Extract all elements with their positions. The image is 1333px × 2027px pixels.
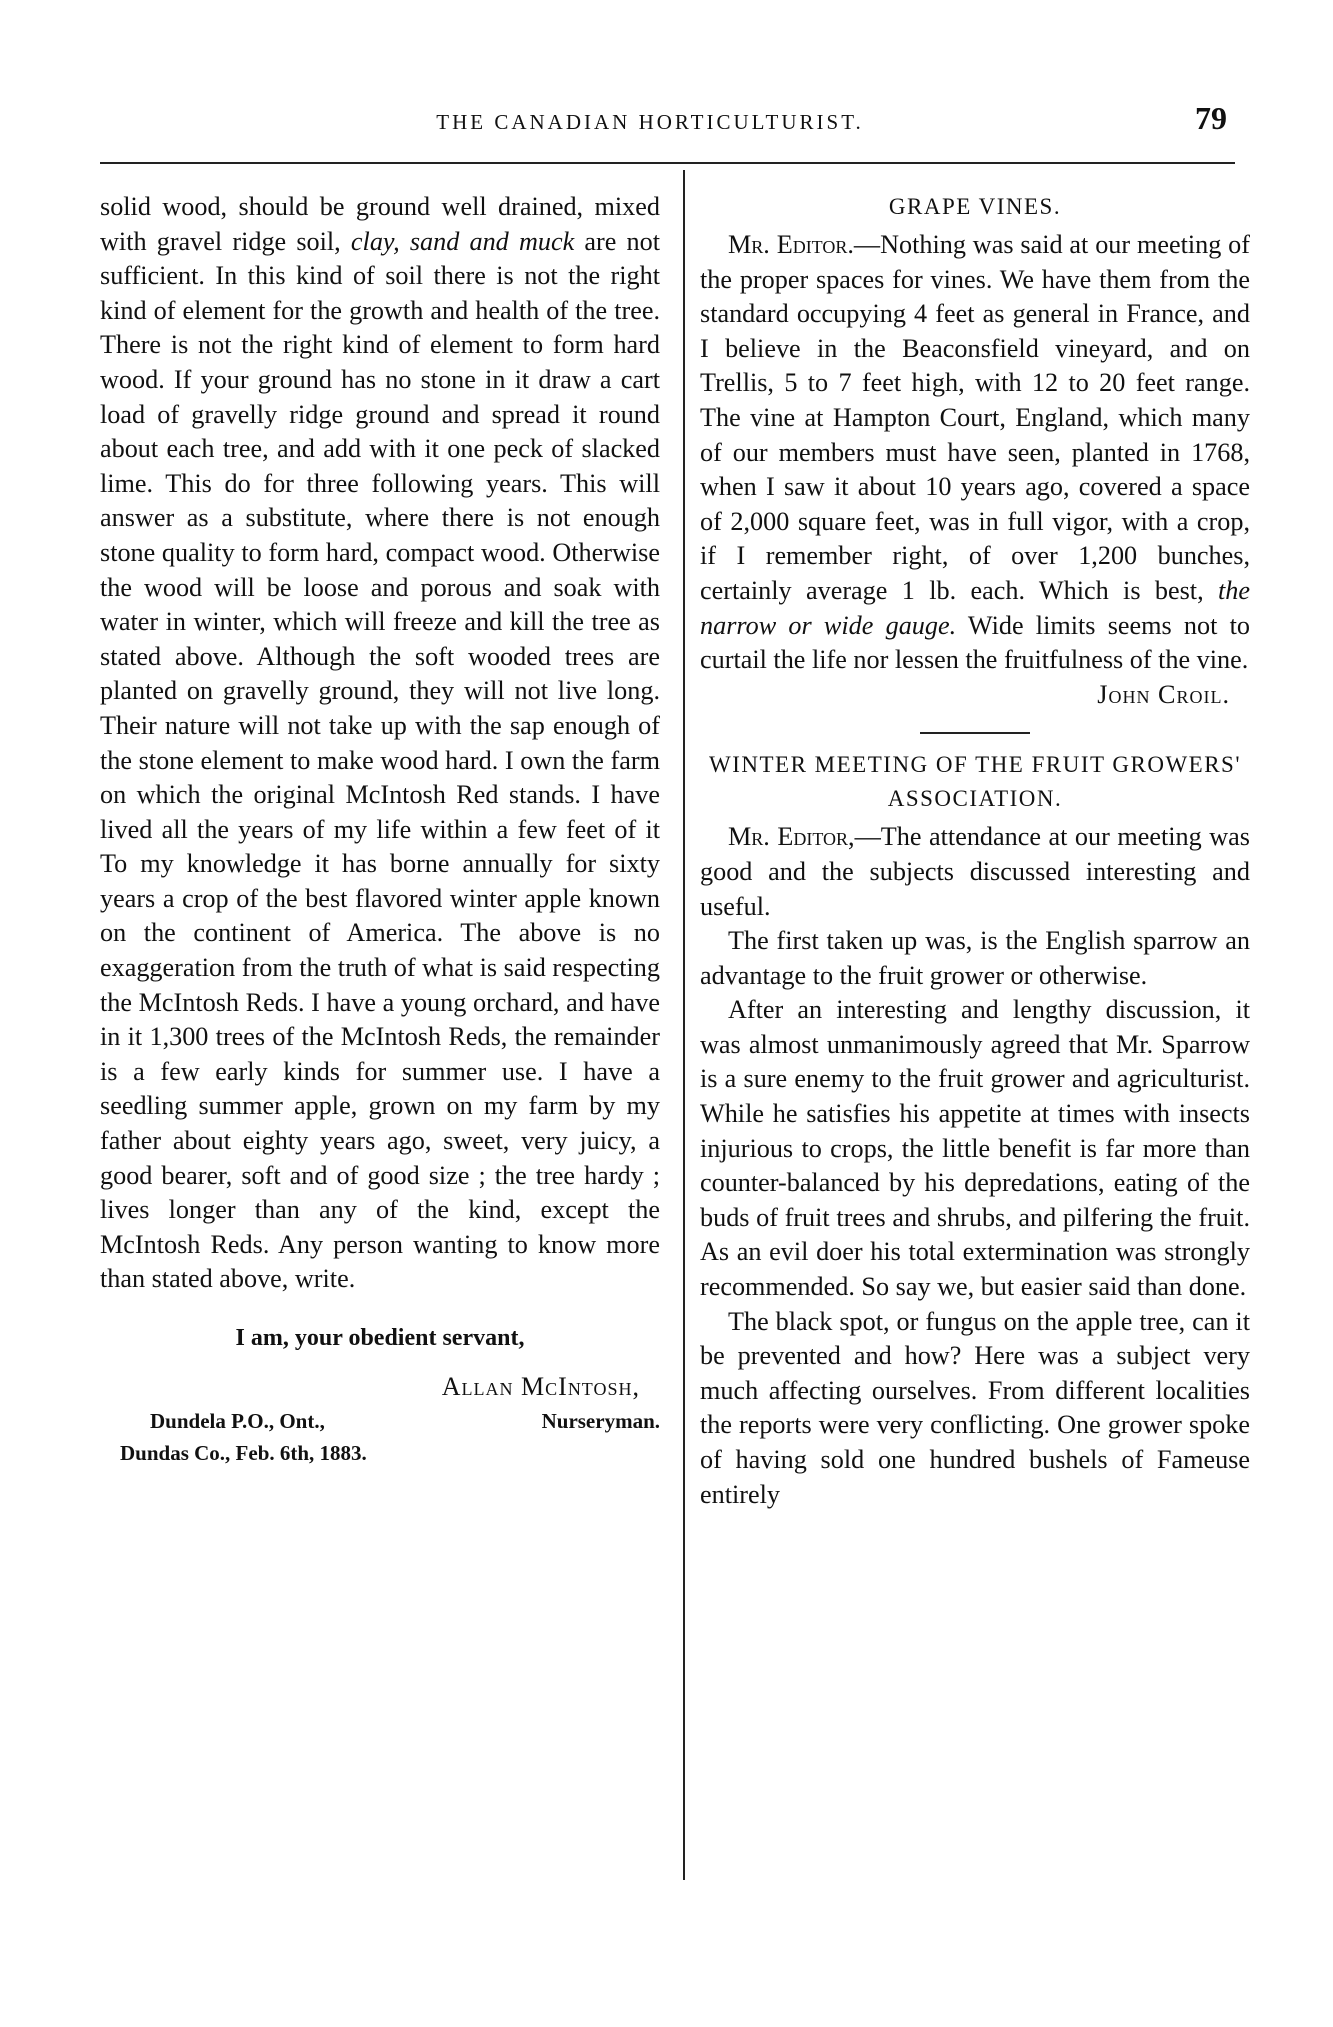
running-head: [0, 100, 1333, 150]
grape-vines-salutation: Mr. Editor.: [728, 230, 854, 259]
letter-text-italic: clay, sand and muck: [350, 226, 575, 256]
left-column: [100, 190, 660, 1468]
signature-title: Nurseryman.: [541, 1409, 660, 1434]
signature-place: Dundela P.O., Ont.,: [150, 1409, 325, 1434]
right-column: [700, 190, 1250, 1512]
header-rule: [100, 162, 1235, 164]
grape-vines-signoff: [700, 678, 1250, 713]
article-title-grape-vines: GRAPE VINES.: [888, 194, 1062, 219]
article-separator-rule: [920, 732, 1030, 734]
column-divider: [683, 170, 685, 1880]
grape-vines-body: [700, 228, 1250, 678]
winter-meeting-p1-text: —The attendance at our meeting was good and the subjects discussed interesting and useful.: [700, 822, 1250, 921]
letter-author: Allan McIntosh,: [441, 1371, 640, 1401]
letter-text-b: are not sufficient. In this kind of soil there is not the right kind of element for the growth and health of the tree. There is not the right kind of element to form hard wood. If your ground has no stone in it draw a cart load of gravelly ridge ground and spread it round about each tree, and add with it one peck of slacked lime. This do for three following years. This will answer as a substitute, where there is not enough stone quality to form hard, compact wood. Otherwise the wood will be loose and porous and soak with water in winter, which will freeze and kill the tree as stated above. Although the soft wooded trees are planted on gravelly ground, they will not live long. Their nature will not take up with the sap enough of the stone element to make wood hard. I own the farm on which the original McIntosh Red stands. I have lived all the years of my life within a few feet of it To my knowledge it has borne annually for sixty years a crop of the best flavored winter apple known on the continent of America. The above is no exaggeration from the truth of what is said respecting the McIntosh Reds. I have a young orchard, and have in it 1,300 trees of the McIntosh Reds, the remainder is a few early kinds for summer use. I have a seedling summer apple, grown on my farm by my father about eighty years ago, sweet, very juicy, a good bearer, soft and of good size ; the tree hardy ; lives longer than any of the kind, except the McIntosh Reds. Any person wanting to know more than stated above, write.: [100, 226, 660, 1294]
signature-date: Dundas Co., Feb. 6th, 1883.: [120, 1441, 367, 1466]
letter-text-a: solid wood, should be ground well drained, mixed with gravel ridge soil,: [100, 192, 660, 256]
winter-meeting-salutation: Mr. Editor,: [728, 822, 855, 852]
winter-meeting-p1: [700, 820, 1250, 924]
grape-vines-signature: John Croil.: [1097, 679, 1230, 709]
signature-row: [100, 1404, 660, 1438]
grape-vines-text-b: Wide limits seems not to curtail the life nor lessen the fruitfulness of the vine.: [700, 610, 1251, 675]
running-title: THE CANADIAN HORTICULTURIST.: [436, 110, 864, 134]
letter-body: [100, 190, 660, 1297]
winter-meeting-p2: The first taken up was, is the English sparrow an advantage to the fruit grower or otherwise.: [700, 926, 1250, 990]
winter-meeting-p3: After an interesting and lengthy discussion, it was almost unmanimously agreed that Mr. Sparrow is a sure enemy to the fruit grower and agriculturist. While he satisfies his appetite at times with insects injurious to crops, the little benefit is far more than counter-balanced by his depredations, eating of the buds of fruit trees and shrubs, and pilfering the fruit. As an evil doer his total extermination was strongly recommended. So say we, but easier said than done.: [700, 995, 1250, 1302]
grape-vines-text-italic: the narrow or wide gauge.: [700, 575, 1250, 640]
page-number: 79: [1195, 100, 1227, 136]
article-title-winter-meeting: WINTER MEETING OF THE FRUIT GROWERS' ASSOCIATION.: [709, 752, 1241, 812]
grape-vines-text-a: —Nothing was said at our meeting of the proper spaces for vines. We have them from the standard occupying 4 feet as general in France, and I believe in the Beaconsfield vineyard, and on Trellis, 5 to 7 feet high, with 12 to 20 feet range. The vine at Hampton Court, England, which many of our members must have seen, planted in 1768, when I saw it about 10 years ago, covered a space of 2,000 square feet, was in full vigor, with a crop, if I remember right, of over 1,200 bunches, certainly average 1 lb. each. Which is best,: [700, 230, 1250, 605]
letter-closing: I am, your obedient servant,: [235, 1325, 525, 1351]
winter-meeting-p4: The black spot, or fungus on the apple tree, can it be prevented and how? Here was a subject very much affecting ourselves. From different localities the reports were very conflicting. One grower spoke of having sold one hundred bushels of Fameuse entirely: [700, 1306, 1250, 1509]
